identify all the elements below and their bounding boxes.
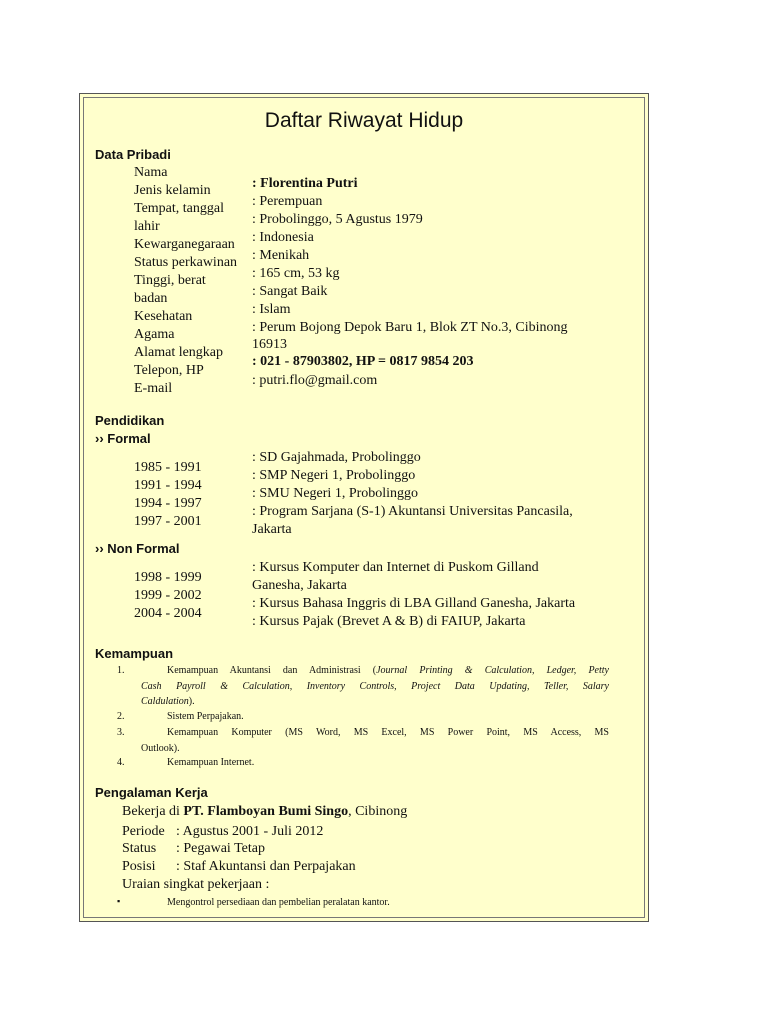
section-pendidikan: Pendidikan bbox=[95, 413, 165, 428]
cv-page bbox=[79, 93, 649, 922]
section-data-pribadi: Data Pribadi bbox=[95, 147, 171, 162]
nonformal-course: : Kursus Pajak (Brevet A & B) di FAIUP, Jakarta bbox=[252, 614, 526, 629]
formal-school: : SMP Negeri 1, Probolinggo bbox=[252, 468, 416, 483]
work-value-periode: : Agustus 2001 - Juli 2012 bbox=[176, 824, 324, 839]
nonformal-year: 2004 - 2004 bbox=[134, 606, 202, 621]
formal-year: 1997 - 2001 bbox=[134, 514, 202, 529]
work-value-posisi: : Staf Akuntansi dan Perpajakan bbox=[176, 859, 356, 874]
skill-item-4: Kemampuan Internet. bbox=[167, 757, 255, 768]
value-telepon: : 021 - 87903802, HP = 0817 9854 203 bbox=[252, 354, 474, 369]
nonformal-year: 1998 - 1999 bbox=[134, 570, 202, 585]
work-value-status: : Pegawai Tetap bbox=[176, 841, 265, 856]
document-title: Daftar Riwayat Hidup bbox=[264, 109, 464, 132]
label-alamat: Alamat lengkap bbox=[134, 345, 224, 360]
bullet-icon: ▪ bbox=[117, 896, 121, 906]
value-agama: : Islam bbox=[252, 302, 291, 317]
skill-item-1-end: ). bbox=[188, 696, 195, 707]
label-telepon: Telepon, HP bbox=[134, 363, 204, 378]
value-email: : putri.flo@gmail.com bbox=[252, 373, 378, 388]
skill-number: 3. bbox=[117, 727, 125, 738]
value-tempat-tanggal-lahir: : Probolinggo, 5 Agustus 1979 bbox=[252, 212, 423, 227]
formal-year: 1994 - 1997 bbox=[134, 496, 202, 511]
value-nama: : Florentina Putri bbox=[252, 176, 358, 191]
skill-number: 4. bbox=[117, 757, 125, 768]
work-employer-suffix: , Cibinong bbox=[348, 804, 408, 819]
formal-year: 1985 - 1991 bbox=[134, 460, 202, 475]
cv-inner-border bbox=[83, 97, 645, 918]
label-kesehatan: Kesehatan bbox=[134, 309, 193, 324]
value-alamat: : Perum Bojong Depok Baru 1, Blok ZT No.3, Cibinong bbox=[252, 320, 568, 335]
skill-item-3-cont: Outlook). bbox=[141, 742, 180, 754]
skill-item-3: Kemampuan Komputer (MS Word, MS Excel, MS Power Point, MS Access, MS bbox=[167, 727, 609, 738]
formal-school: : SD Gajahmada, Probolinggo bbox=[252, 450, 421, 465]
label-tinggi-berat: Tinggi, berat bbox=[134, 273, 206, 288]
work-employer bbox=[122, 803, 407, 821]
label-kewarganegaraan: Kewarganegaraan bbox=[134, 237, 235, 252]
formal-school: : SMU Negeri 1, Probolinggo bbox=[252, 486, 419, 501]
value-jenis-kelamin: : Perempuan bbox=[252, 194, 323, 209]
skill-item-1-line-2 bbox=[141, 679, 609, 695]
section-kemampuan: Kemampuan bbox=[95, 646, 174, 661]
label-tempat-tanggal: Tempat, tanggal bbox=[134, 201, 224, 216]
work-employer-prefix: Bekerja di bbox=[122, 804, 184, 819]
skill-item-1-line-3 bbox=[141, 694, 195, 710]
work-label-status: Status bbox=[122, 841, 157, 856]
subsection-non-formal: ›› Non Formal bbox=[95, 541, 180, 556]
nonformal-year: 1999 - 2002 bbox=[134, 588, 202, 603]
skill-item-1-italic-end: Caldulation bbox=[141, 696, 189, 707]
formal-school-cont: Jakarta bbox=[252, 522, 292, 537]
work-uraian: Uraian singkat pekerjaan : bbox=[122, 877, 270, 892]
nonformal-course-cont: Ganesha, Jakarta bbox=[252, 578, 347, 593]
skill-item-1-italic: Journal Printing & Calculation, Ledger, Petty bbox=[376, 665, 609, 676]
value-tinggi-berat: : 165 cm, 53 kg bbox=[252, 266, 340, 281]
nonformal-course: : Kursus Komputer dan Internet di Puskom Gilland bbox=[252, 560, 539, 575]
nonformal-course: : Kursus Bahasa Inggris di LBA Gilland Ganesha, Jakarta bbox=[252, 596, 576, 611]
work-label-periode: Periode bbox=[122, 824, 165, 839]
label-lahir: lahir bbox=[134, 219, 160, 234]
label-jenis-kelamin: Jenis kelamin bbox=[134, 183, 211, 198]
subsection-formal: ›› Formal bbox=[95, 431, 151, 446]
work-company: PT. Flamboyan Bumi Singo bbox=[183, 804, 349, 819]
label-email: E-mail bbox=[134, 381, 173, 396]
work-label-posisi: Posisi bbox=[122, 859, 156, 874]
skill-item-1 bbox=[167, 663, 609, 679]
skill-item-1-line-1 bbox=[167, 663, 609, 679]
value-kesehatan: : Sangat Baik bbox=[252, 284, 328, 299]
formal-school: : Program Sarjana (S-1) Akuntansi Universitas Pancasila, bbox=[252, 504, 573, 519]
value-status-perkawinan: : Menikah bbox=[252, 248, 310, 263]
skill-item-1-italic-cont: Cash Payroll & Calculation, Inventory Controls, Project Data Updating, Teller, Salary bbox=[141, 680, 609, 692]
work-task: Mengontrol persediaan dan pembelian peralatan kantor. bbox=[167, 897, 390, 908]
label-nama: Nama bbox=[134, 165, 168, 180]
value-kewarganegaraan: : Indonesia bbox=[252, 230, 314, 245]
label-badan: badan bbox=[134, 291, 168, 306]
skill-number: 2. bbox=[117, 711, 125, 722]
skill-number: 1. bbox=[117, 665, 125, 676]
label-agama: Agama bbox=[134, 327, 175, 342]
formal-year: 1991 - 1994 bbox=[134, 478, 202, 493]
skill-item-1-text: Kemampuan Akuntansi dan Administrasi ( bbox=[167, 665, 377, 676]
label-status-perkawinan: Status perkawinan bbox=[134, 255, 238, 270]
value-alamat-kodepos: 16913 bbox=[252, 337, 287, 352]
section-pengalaman-kerja: Pengalaman Kerja bbox=[95, 785, 208, 800]
skill-item-2: Sistem Perpajakan. bbox=[167, 711, 244, 722]
